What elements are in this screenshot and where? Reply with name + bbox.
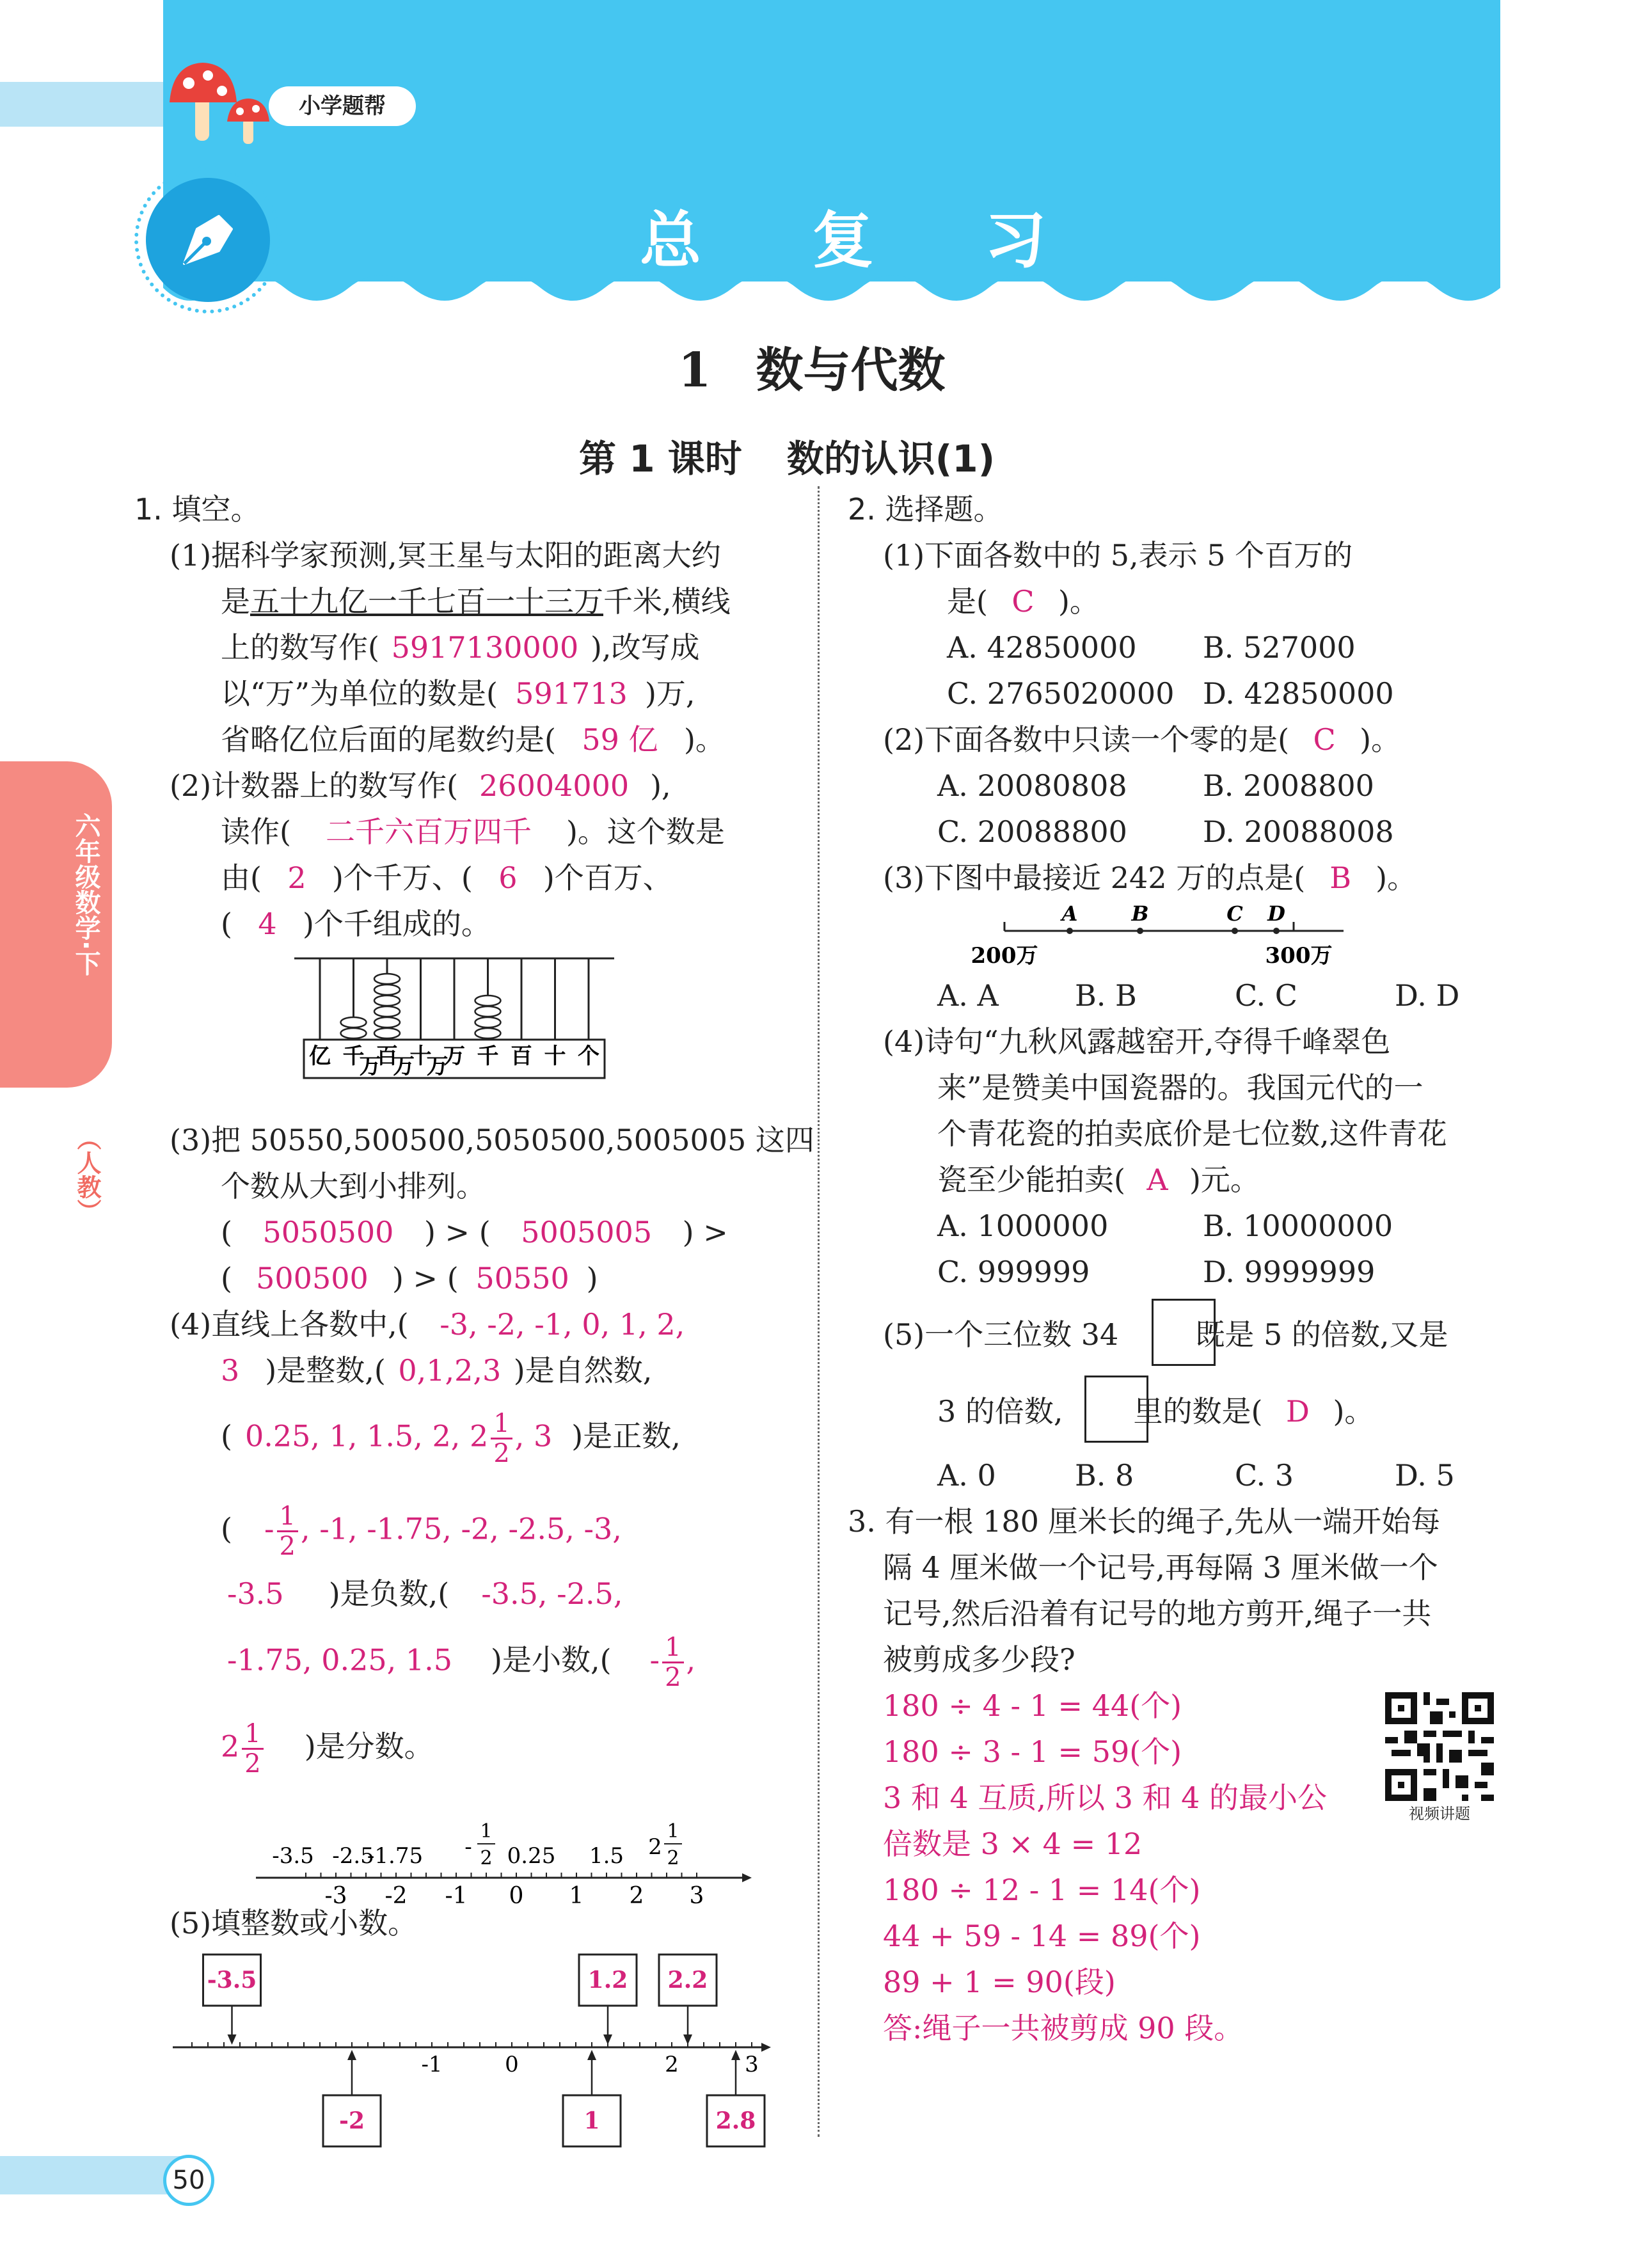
number-line-boxes-figure xyxy=(166,1951,806,2150)
digit-blank-box xyxy=(1084,1376,1148,1443)
frac-den: 2 xyxy=(480,1847,493,1869)
solution-line: 89 + 1 = 90(段) xyxy=(883,1965,1116,1999)
abacus-label: 十 xyxy=(544,1043,566,1069)
answer-number: 591713 xyxy=(515,676,628,711)
q1-p4-line: 3 )是整数,( 0,1,2,3 )是自然数, xyxy=(221,1353,653,1388)
digit-blank-box xyxy=(1152,1299,1216,1366)
abacus-label: 千 xyxy=(342,1043,365,1069)
solution-line: 180 ÷ 3 - 1 = 59(个) xyxy=(883,1734,1182,1769)
abacus-label: 百 xyxy=(511,1043,532,1069)
q1-p3-line: ( 5050500 ) > ( 5005005 ) > xyxy=(221,1215,728,1249)
tick-label: 3 xyxy=(689,1883,704,1909)
q1-p3-line: (3)把 50550,500500,5050500,5005005 这四 xyxy=(170,1123,814,1157)
page-number: 50 xyxy=(163,2155,214,2206)
option: C. 20088800 xyxy=(937,814,1127,849)
abacus-label-suffix: 万 xyxy=(426,1054,448,1079)
point-marker xyxy=(1137,928,1143,934)
abacus-bead xyxy=(374,985,400,995)
q3-line: 记号,然后沿着有记号的地方剪开,绳子一共 xyxy=(883,1596,1432,1631)
solution-line: 180 ÷ 12 - 1 = 14(个) xyxy=(883,1873,1201,1907)
abacus-label-suffix: 万 xyxy=(359,1054,381,1079)
pointer-head xyxy=(347,2050,356,2060)
q1-p2-line: (2)计数器上的数写作( 26004000 ), xyxy=(170,763,671,809)
abacus-bead xyxy=(374,1017,400,1027)
solution-line: 44 + 59 - 14 = 89(个) xyxy=(883,1919,1201,1953)
q1-p1-line: 省略亿位后面的尾数约是( 59 亿 )。 xyxy=(221,717,725,763)
point-marker xyxy=(1067,928,1073,934)
number-line-figure xyxy=(256,1785,755,1907)
q1-p1-line: 以“万”为单位的数是( 591713 )万, xyxy=(221,670,695,717)
q2-p1-line: 是( C )。 xyxy=(947,584,1099,619)
tick-label: 1 xyxy=(569,1883,584,1909)
abacus-label: 千 xyxy=(477,1043,499,1069)
q2-p4-line: 个青花瓷的拍卖底价是七位数,这件青花 xyxy=(937,1116,1447,1151)
answer-number: 5917130000 xyxy=(391,630,579,665)
page-title: 总 复 习 xyxy=(640,205,1091,276)
lesson-title: 第 1 课时 xyxy=(579,437,742,480)
q2-p4-line: 来”是赞美中国瓷器的。我国元代的一 xyxy=(937,1070,1424,1105)
q1-p4-line: ( - $\frac{1}{2}$ , -1, -1.75, -2, -2.5, -3, xyxy=(221,1502,622,1561)
solution-line: 答:绳子一共被剪成 90 段。 xyxy=(883,2011,1244,2045)
qr-code-icon[interactable] xyxy=(1385,1692,1494,1801)
option: D. 20088008 xyxy=(1203,814,1394,849)
column-divider xyxy=(818,486,820,2137)
abacus-bead xyxy=(475,1028,501,1038)
q1-p2-line: ( 4 )个千组成的。 xyxy=(221,907,491,941)
q1-p4-line: (4)直线上各数中,( -3, -2, -1, 0, 1, 2, xyxy=(170,1307,685,1342)
answer-number: 59 亿 xyxy=(582,722,658,757)
q1-p1-line: (1)据科学家预测,冥王星与太阳的距离大约 xyxy=(170,538,721,573)
abacus-bead xyxy=(341,1028,367,1038)
abacus-bead xyxy=(341,1017,367,1027)
point-number-line-figure xyxy=(971,899,1356,976)
abacus-bead xyxy=(475,995,501,1006)
tick-label: 0 xyxy=(505,2052,519,2077)
tick-label: 0 xyxy=(509,1883,524,1909)
point-label: -3.5 xyxy=(272,1843,314,1869)
lesson-heading xyxy=(579,429,995,482)
brand-label: 小学题帮 xyxy=(269,86,416,126)
underlined-number-words: 五十九亿一千七百一十三万 xyxy=(250,584,603,619)
abacus-bead xyxy=(475,1006,501,1017)
point-label: B xyxy=(1131,901,1149,926)
option: A. 0 xyxy=(937,1458,996,1493)
option: C. 999999 xyxy=(937,1255,1090,1289)
answer-box-value: 2.2 xyxy=(667,1967,708,1994)
end-label: 300万 xyxy=(1265,943,1333,969)
answer-box-value: 1.2 xyxy=(587,1967,628,1994)
abacus-label: 个 xyxy=(578,1043,599,1069)
abacus-label-suffix: 万 xyxy=(393,1054,415,1079)
section-heading xyxy=(678,333,946,400)
q1-p2-line: 读作( 二千六百万四千 )。这个数是 xyxy=(221,809,725,855)
option: B. 10000000 xyxy=(1203,1209,1393,1243)
frac-sign: - xyxy=(464,1834,472,1860)
point-label: -1.75 xyxy=(367,1843,424,1869)
frac-den: 2 xyxy=(667,1847,679,1869)
abacus-label: 十 xyxy=(409,1043,432,1069)
mixed-whole: 2 xyxy=(648,1834,662,1860)
q1-p4-line: -1.75, 0.25, 1.5 )是小数,( - $\frac{1}{2}$ , xyxy=(227,1633,696,1692)
option: A. A xyxy=(937,978,999,1013)
q1-p5-line: (5)填整数或小数。 xyxy=(170,1906,418,1940)
abacus-label: 百 xyxy=(376,1043,398,1069)
pointer-head xyxy=(683,2034,692,2045)
option: D. 42850000 xyxy=(1203,676,1394,711)
option: C. 2765020000 xyxy=(947,676,1175,711)
option: B. 8 xyxy=(1075,1458,1134,1493)
tick-label: -1 xyxy=(421,2052,443,2077)
tick-label: -1 xyxy=(445,1883,468,1909)
q1-p4-line: -3.5 )是负数,( -3.5, -2.5, xyxy=(227,1576,623,1611)
option: B. 527000 xyxy=(1203,630,1356,665)
answer-box-value: 1 xyxy=(583,2107,600,2134)
mushroom-icon xyxy=(163,58,278,147)
abacus-bead xyxy=(374,1028,400,1038)
abacus-bead xyxy=(374,1006,400,1017)
q2-heading: 2. 选择题。 xyxy=(848,492,1003,527)
point-label: A xyxy=(1061,901,1078,926)
abacus-bead xyxy=(374,995,400,1006)
q2-p3-line: (3)下图中最接近 242 万的点是( B )。 xyxy=(883,860,1417,895)
edition-label: （人教） xyxy=(73,1126,101,1223)
pen-nib-icon xyxy=(171,203,244,276)
answer-box-value: -3.5 xyxy=(207,1967,257,1994)
option: D. 9999999 xyxy=(1203,1255,1376,1289)
abacus-bead xyxy=(475,1017,501,1027)
axis-arrow xyxy=(742,1873,752,1882)
abacus-label: 亿 xyxy=(309,1043,331,1069)
q2-p5-line: 3 的倍数, 里的数是( D )。 xyxy=(937,1394,1374,1429)
abacus-label: 万 xyxy=(443,1043,465,1069)
option: C. 3 xyxy=(1235,1458,1294,1493)
frac-num: 1 xyxy=(480,1820,493,1843)
option: A. 1000000 xyxy=(937,1209,1109,1243)
point-label: D xyxy=(1267,901,1285,926)
q1-p3-line: 个数从大到小排列。 xyxy=(221,1169,486,1203)
pointer-head xyxy=(603,2034,612,2045)
solution-line: 180 ÷ 4 - 1 = 44(个) xyxy=(883,1688,1182,1723)
q1-heading: 1. 填空。 xyxy=(134,492,260,527)
q3-line: 3. 有一根 180 厘米长的绳子,先从一端开始每 xyxy=(848,1504,1441,1539)
point-marker xyxy=(1232,928,1238,934)
point-label: 0.25 xyxy=(507,1843,556,1869)
option: D. D xyxy=(1395,978,1460,1013)
tick-label: -3 xyxy=(324,1883,347,1909)
point-marker xyxy=(1273,928,1280,934)
answer-box-value: 2.8 xyxy=(715,2107,756,2134)
abacus-bead xyxy=(374,974,400,984)
option: A. 42850000 xyxy=(947,630,1137,665)
q2-p1-line: (1)下面各数中的 5,表示 5 个百万的 xyxy=(883,538,1353,573)
option: D. 5 xyxy=(1395,1458,1455,1493)
tick-label: 3 xyxy=(745,2052,759,2077)
tick-label: 2 xyxy=(665,2052,679,2077)
section-number: 1 xyxy=(678,343,711,398)
option: A. 20080808 xyxy=(937,768,1127,803)
q1-p1-line: 是五十九亿一千七百一十三万千米,横线 xyxy=(221,584,731,619)
solution-line: 倍数是 3 × 4 = 12 xyxy=(883,1827,1143,1861)
end-label: 200万 xyxy=(971,943,1038,969)
q2-p4-line: 瓷至少能拍卖( A )元。 xyxy=(937,1162,1260,1197)
point-label: -2.5 xyxy=(332,1843,374,1869)
q1-p4-line: ( 0.25, 1, 1.5, 2, 2 $\frac{1}{2}$ , 3 )是正数, xyxy=(221,1409,681,1468)
q1-p2-line: 由( 2 )个千万、( 6 )个百万、 xyxy=(221,860,672,895)
point-label: C xyxy=(1226,901,1243,926)
lesson-subtitle: 数的认识(1) xyxy=(786,437,995,480)
q2-p2-line: (2)下面各数中只读一个零的是( C )。 xyxy=(883,722,1401,757)
q3-line: 被剪成多少段? xyxy=(883,1642,1075,1677)
option: C. C xyxy=(1235,978,1297,1013)
tick-label: -2 xyxy=(385,1883,408,1909)
point-label: 1.5 xyxy=(589,1843,624,1869)
pointer-head xyxy=(731,2050,740,2060)
answer-words: 二千六百万四千 xyxy=(325,814,532,849)
section-title: 数与代数 xyxy=(756,343,946,398)
q2-p4-line: (4)诗句“九秋风露越窑开,夺得千峰翠色 xyxy=(883,1024,1391,1059)
q1-p1-line: 上的数写作( 5917130000 ),改写成 xyxy=(221,624,700,670)
tick-label: 2 xyxy=(629,1883,644,1909)
abacus-figure xyxy=(294,953,614,1113)
q1-p4-line: 2 $\frac{1}{2}$ )是分数。 xyxy=(221,1719,434,1779)
answer-number: 26004000 xyxy=(479,768,630,803)
solution-line: 3 和 4 互质,所以 3 和 4 的最小公 xyxy=(883,1780,1328,1815)
pointer-head xyxy=(587,2050,596,2060)
option: B. 2008800 xyxy=(1203,768,1374,803)
axis-arrow xyxy=(761,2043,771,2052)
grade-label: 六年级数学·下 xyxy=(71,813,100,976)
q2-p5-line: (5)一个三位数 34 既是 5 的倍数,又是 xyxy=(883,1317,1448,1352)
answer-box-value: -2 xyxy=(339,2107,365,2134)
option: B. B xyxy=(1075,978,1137,1013)
frac-num: 1 xyxy=(667,1820,679,1843)
qr-label: 视频讲题 xyxy=(1409,1805,1470,1823)
q3-line: 隔 4 厘米做一个记号,再每隔 3 厘米做一个 xyxy=(883,1550,1438,1585)
pointer-head xyxy=(228,2034,237,2045)
q1-p3-line: ( 500500 ) > ( 50550 ) xyxy=(221,1261,598,1296)
